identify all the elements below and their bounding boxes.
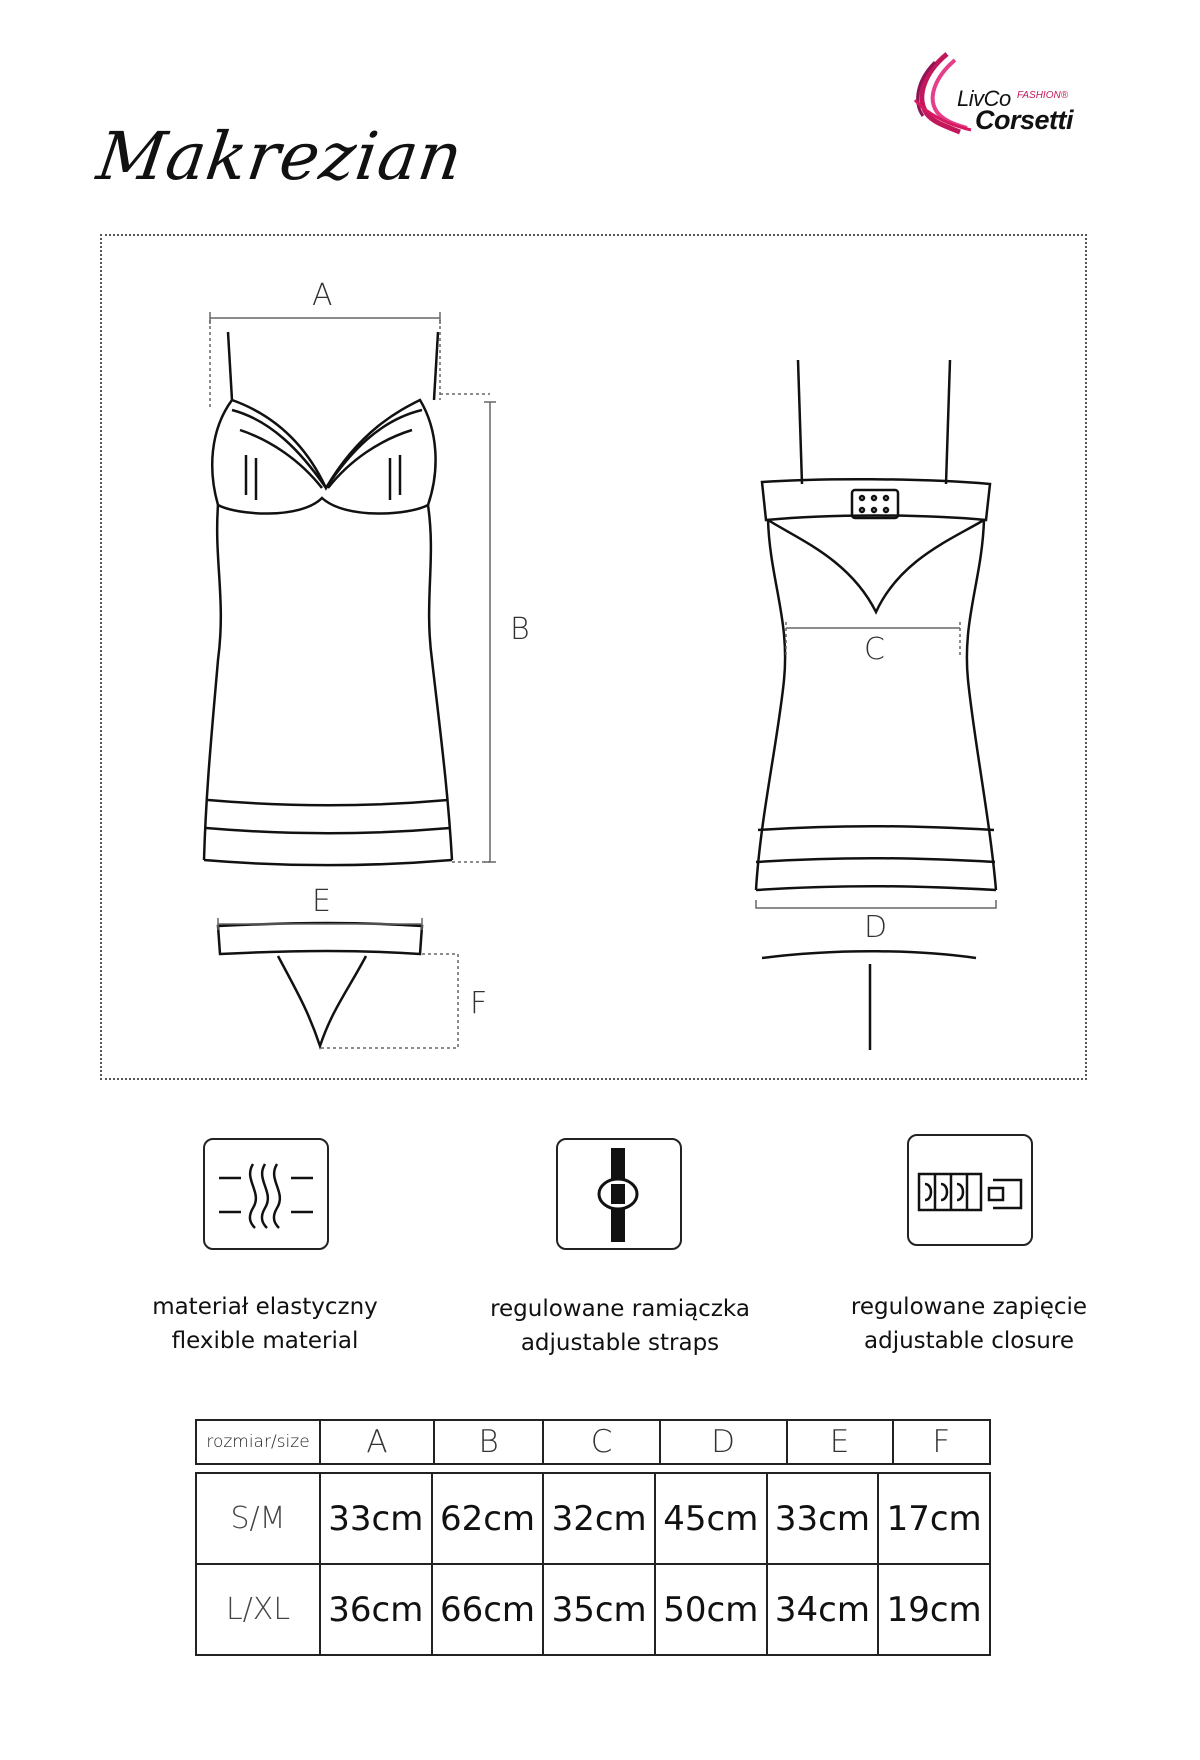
size-header-a: A [320,1420,434,1464]
table-cell: 17cm [878,1473,990,1564]
back-thong-drawing [762,951,976,1050]
dimension-label-d: D [864,910,888,945]
dimension-label-b: B [510,612,530,647]
feature-label-en: adjustable closure [864,1328,1074,1354]
table-row [196,1564,990,1655]
table-cell: 35cm [543,1564,655,1655]
feature-label-pl: materiał elastyczny [152,1294,378,1320]
size-header-label: rozmiar/size [196,1420,320,1464]
table-cell: 33cm [767,1473,879,1564]
dimension-label-c: C [864,632,885,667]
feature-adjustable-closure [804,1290,1134,1358]
hook-closure-icon [907,1134,1033,1246]
size-header-f: F [893,1420,990,1464]
feature-label-en: adjustable straps [520,1330,720,1356]
table-cell: 34cm [767,1564,879,1655]
size-header-e: E [787,1420,893,1464]
table-cell: 45cm [655,1473,767,1564]
feature-flexible-material [100,1290,430,1358]
feature-label-pl: regulowane zapięcie [850,1294,1088,1320]
dimension-line-d [756,900,996,908]
feature-adjustable-straps [455,1292,785,1360]
dimension-label-f: F [470,986,488,1021]
table-cell: 50cm [655,1564,767,1655]
strap-slider-icon [556,1138,682,1250]
stretch-waves-icon [203,1138,329,1250]
feature-label-en: flexible material [171,1328,359,1354]
table-cell: 62cm [432,1473,544,1564]
brand-name-main: Corsetti [975,105,1074,135]
size-table-values [195,1472,991,1656]
size-header-d: D [660,1420,787,1464]
table-cell: 66cm [432,1564,544,1655]
product-title: Makrezian [92,118,468,195]
front-thong-drawing [218,923,422,1046]
dimension-label-a: A [312,278,333,313]
brand-name-sub: FASHION® [1017,90,1069,101]
table-cell: 19cm [878,1564,990,1655]
brand-name-top: LivCo [957,86,1011,111]
dimension-label-e: E [312,884,331,919]
size-header-c: C [543,1420,659,1464]
size-table-header [195,1419,991,1465]
table-cell: 33cm [320,1473,432,1564]
size-name: L/XL [196,1564,320,1655]
size-header-b: B [434,1420,544,1464]
table-row [196,1473,990,1564]
size-name: S/M [196,1473,320,1564]
feature-label-pl: regulowane ramiączka [490,1296,750,1322]
front-chemise-drawing [204,332,452,865]
table-cell: 32cm [543,1473,655,1564]
table-cell: 36cm [320,1564,432,1655]
